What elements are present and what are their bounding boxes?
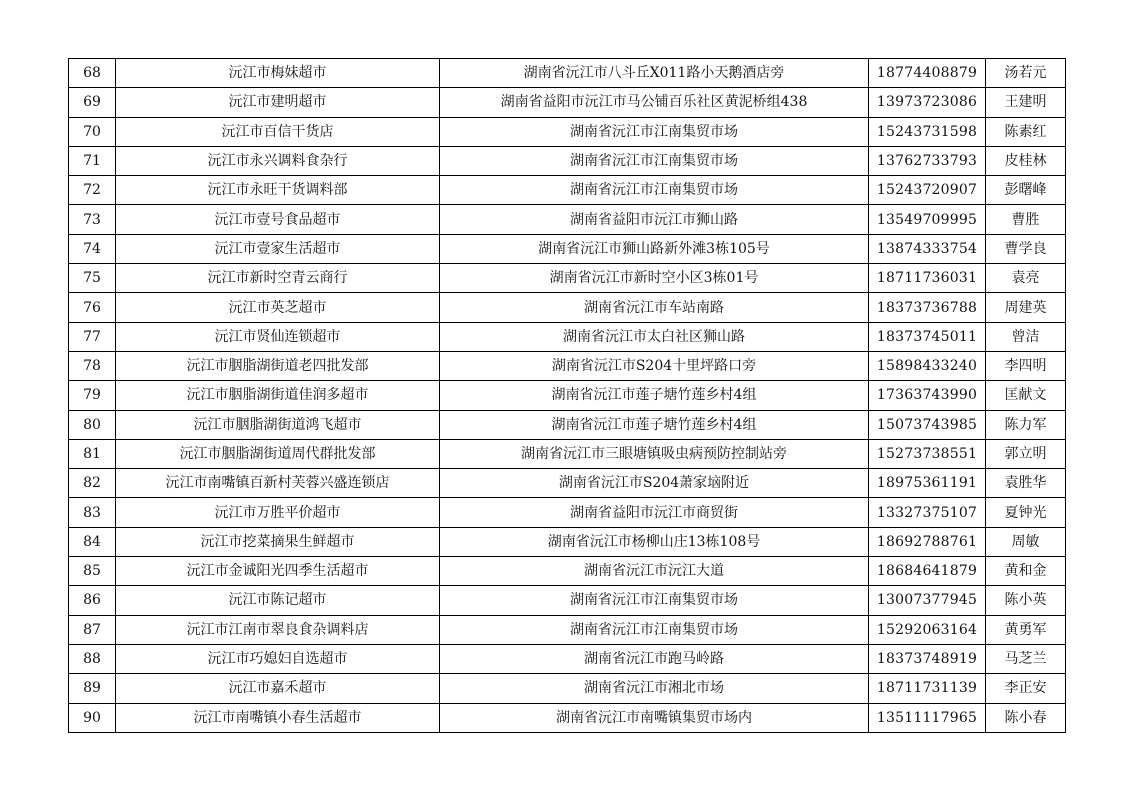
- table-row: [69, 205, 1066, 234]
- contact-person-cell: 彭曙峰: [986, 176, 1066, 205]
- row-number-cell: 76: [69, 293, 116, 322]
- table-row: [69, 234, 1066, 263]
- phone-number-cell: 18373745011: [869, 322, 986, 351]
- contact-person-cell: 曹胜: [986, 205, 1066, 234]
- row-number-cell: 79: [69, 381, 116, 410]
- store-address-cell: 湖南省沅江市三眼塘镇吸虫病预防控制站旁: [440, 439, 869, 468]
- table-row: [69, 88, 1066, 117]
- store-name-cell: 沅江市壹号食品超市: [116, 205, 440, 234]
- row-number-cell: 87: [69, 615, 116, 644]
- row-number-cell: 78: [69, 351, 116, 380]
- row-number-cell: 81: [69, 439, 116, 468]
- table-row: [69, 469, 1066, 498]
- contact-person-cell: 黄勇军: [986, 615, 1066, 644]
- row-number-cell: 71: [69, 146, 116, 175]
- store-address-cell: 湖南省沅江市南嘴镇集贸市场内: [440, 703, 869, 732]
- phone-number-cell: 18373748919: [869, 644, 986, 673]
- contact-person-cell: 黄和金: [986, 557, 1066, 586]
- table-row: [69, 176, 1066, 205]
- store-name-cell: 沅江市贤仙连锁超市: [116, 322, 440, 351]
- phone-number-cell: 15292063164: [869, 615, 986, 644]
- row-number-cell: 82: [69, 469, 116, 498]
- phone-number-cell: 18692788761: [869, 527, 986, 556]
- table-row: [69, 117, 1066, 146]
- store-name-cell: 沅江市百信干货店: [116, 117, 440, 146]
- store-name-cell: 沅江市胭脂湖街道佳润多超市: [116, 381, 440, 410]
- contact-person-cell: 周建英: [986, 293, 1066, 322]
- row-number-cell: 80: [69, 410, 116, 439]
- store-address-cell: 湖南省沅江市八斗丘X011路小天鹅酒店旁: [440, 59, 869, 88]
- phone-number-cell: 13007377945: [869, 586, 986, 615]
- contact-person-cell: 曾洁: [986, 322, 1066, 351]
- contact-person-cell: 马芝兰: [986, 644, 1066, 673]
- store-address-cell: 湖南省沅江市车站南路: [440, 293, 869, 322]
- table-row: [69, 527, 1066, 556]
- store-address-cell: 湖南省益阳市沅江市狮山路: [440, 205, 869, 234]
- contact-person-cell: 陈素红: [986, 117, 1066, 146]
- phone-number-cell: 13874333754: [869, 234, 986, 263]
- contact-person-cell: 李正安: [986, 674, 1066, 703]
- contact-person-cell: 陈力军: [986, 410, 1066, 439]
- row-number-cell: 70: [69, 117, 116, 146]
- store-address-cell: 湖南省沅江市江南集贸市场: [440, 615, 869, 644]
- phone-number-cell: 18373736788: [869, 293, 986, 322]
- store-name-cell: 沅江市建明超市: [116, 88, 440, 117]
- store-name-cell: 沅江市挖菜摘果生鲜超市: [116, 527, 440, 556]
- phone-number-cell: 15073743985: [869, 410, 986, 439]
- store-name-cell: 沅江市胭脂湖街道老四批发部: [116, 351, 440, 380]
- phone-number-cell: 18711736031: [869, 264, 986, 293]
- row-number-cell: 68: [69, 59, 116, 88]
- contact-person-cell: 匡献文: [986, 381, 1066, 410]
- store-address-cell: 湖南省沅江市跑马岭路: [440, 644, 869, 673]
- table-row: [69, 674, 1066, 703]
- phone-number-cell: 15243731598: [869, 117, 986, 146]
- phone-number-cell: 17363743990: [869, 381, 986, 410]
- store-name-cell: 沅江市胭脂湖街道周代群批发部: [116, 439, 440, 468]
- store-address-cell: 湖南省益阳市沅江市马公铺百乐社区黄泥桥组438: [440, 88, 869, 117]
- table-row: [69, 703, 1066, 732]
- store-address-cell: 湖南省沅江市杨柳山庄13栋108号: [440, 527, 869, 556]
- row-number-cell: 84: [69, 527, 116, 556]
- store-name-cell: 沅江市英芝超市: [116, 293, 440, 322]
- table-row: [69, 557, 1066, 586]
- contact-person-cell: 袁胜华: [986, 469, 1066, 498]
- row-number-cell: 72: [69, 176, 116, 205]
- table-row: [69, 381, 1066, 410]
- row-number-cell: 77: [69, 322, 116, 351]
- store-address-cell: 湖南省沅江市江南集贸市场: [440, 117, 869, 146]
- table-row: [69, 439, 1066, 468]
- row-number-cell: 69: [69, 88, 116, 117]
- table-row: [69, 351, 1066, 380]
- row-number-cell: 75: [69, 264, 116, 293]
- store-address-cell: 湖南省沅江市江南集贸市场: [440, 586, 869, 615]
- store-address-cell: 湖南省沅江市湘北市场: [440, 674, 869, 703]
- store-name-cell: 沅江市陈记超市: [116, 586, 440, 615]
- store-address-cell: 湖南省沅江市沅江大道: [440, 557, 869, 586]
- contact-person-cell: 皮桂林: [986, 146, 1066, 175]
- table-row: [69, 264, 1066, 293]
- store-name-cell: 沅江市胭脂湖街道鸿飞超市: [116, 410, 440, 439]
- row-number-cell: 89: [69, 674, 116, 703]
- row-number-cell: 73: [69, 205, 116, 234]
- store-address-cell: 湖南省沅江市江南集贸市场: [440, 176, 869, 205]
- phone-number-cell: 15273738551: [869, 439, 986, 468]
- store-name-cell: 沅江市永旺干货调料部: [116, 176, 440, 205]
- phone-number-cell: 18975361191: [869, 469, 986, 498]
- store-name-cell: 沅江市永兴调料食杂行: [116, 146, 440, 175]
- store-address-cell: 湖南省沅江市S204十里坪路口旁: [440, 351, 869, 380]
- contact-person-cell: 李四明: [986, 351, 1066, 380]
- store-name-cell: 沅江市南嘴镇百新村芙蓉兴盛连锁店: [116, 469, 440, 498]
- phone-number-cell: 13327375107: [869, 498, 986, 527]
- contact-person-cell: 夏钟光: [986, 498, 1066, 527]
- phone-number-cell: 13762733793: [869, 146, 986, 175]
- table-row: [69, 615, 1066, 644]
- phone-number-cell: 18711731139: [869, 674, 986, 703]
- store-address-cell: 湖南省沅江市莲子塘竹莲乡村4组: [440, 410, 869, 439]
- store-name-cell: 沅江市新时空青云商行: [116, 264, 440, 293]
- phone-number-cell: 13511117965: [869, 703, 986, 732]
- store-roster-table: [68, 58, 1066, 733]
- table-row: [69, 498, 1066, 527]
- phone-number-cell: 18684641879: [869, 557, 986, 586]
- contact-person-cell: 王建明: [986, 88, 1066, 117]
- store-name-cell: 沅江市万胜平价超市: [116, 498, 440, 527]
- table-row: [69, 410, 1066, 439]
- row-number-cell: 86: [69, 586, 116, 615]
- row-number-cell: 83: [69, 498, 116, 527]
- store-address-cell: 湖南省益阳市沅江市商贸街: [440, 498, 869, 527]
- table-row: [69, 146, 1066, 175]
- store-name-cell: 沅江市壹家生活超市: [116, 234, 440, 263]
- contact-person-cell: 汤若元: [986, 59, 1066, 88]
- store-address-cell: 湖南省沅江市江南集贸市场: [440, 146, 869, 175]
- store-name-cell: 沅江市江南市翠良食杂调料店: [116, 615, 440, 644]
- store-roster-body: [69, 59, 1066, 733]
- store-name-cell: 沅江市南嘴镇小春生活超市: [116, 703, 440, 732]
- store-address-cell: 湖南省沅江市太白社区狮山路: [440, 322, 869, 351]
- contact-person-cell: 曹学良: [986, 234, 1066, 263]
- store-address-cell: 湖南省沅江市莲子塘竹莲乡村4组: [440, 381, 869, 410]
- store-name-cell: 沅江市嘉禾超市: [116, 674, 440, 703]
- phone-number-cell: 13549709995: [869, 205, 986, 234]
- contact-person-cell: 郭立明: [986, 439, 1066, 468]
- table-row: [69, 586, 1066, 615]
- store-name-cell: 沅江市梅妹超市: [116, 59, 440, 88]
- phone-number-cell: 15898433240: [869, 351, 986, 380]
- phone-number-cell: 13973723086: [869, 88, 986, 117]
- store-name-cell: 沅江市巧媳妇自选超市: [116, 644, 440, 673]
- store-address-cell: 湖南省沅江市狮山路新外滩3栋105号: [440, 234, 869, 263]
- phone-number-cell: 18774408879: [869, 59, 986, 88]
- table-row: [69, 293, 1066, 322]
- contact-person-cell: 陈小英: [986, 586, 1066, 615]
- contact-person-cell: 周敏: [986, 527, 1066, 556]
- phone-number-cell: 15243720907: [869, 176, 986, 205]
- store-name-cell: 沅江市金诚阳光四季生活超市: [116, 557, 440, 586]
- contact-person-cell: 袁亮: [986, 264, 1066, 293]
- row-number-cell: 90: [69, 703, 116, 732]
- row-number-cell: 88: [69, 644, 116, 673]
- contact-person-cell: 陈小春: [986, 703, 1066, 732]
- row-number-cell: 85: [69, 557, 116, 586]
- row-number-cell: 74: [69, 234, 116, 263]
- table-row: [69, 644, 1066, 673]
- table-row: [69, 322, 1066, 351]
- store-address-cell: 湖南省沅江市S204萧家垴附近: [440, 469, 869, 498]
- table-row: [69, 59, 1066, 88]
- store-address-cell: 湖南省沅江市新时空小区3栋01号: [440, 264, 869, 293]
